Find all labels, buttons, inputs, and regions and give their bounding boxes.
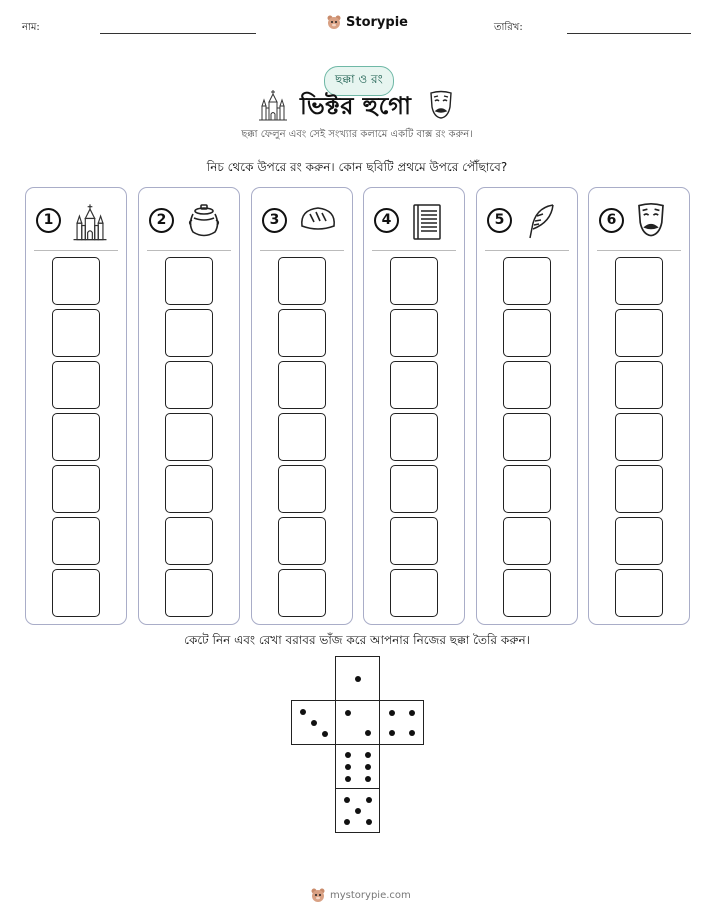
bread-icon	[298, 202, 338, 242]
color-box[interactable]	[165, 257, 213, 305]
dice-pip	[389, 730, 395, 736]
color-box[interactable]	[503, 465, 551, 513]
column-number: 2	[149, 208, 174, 233]
dice-pip	[300, 709, 306, 715]
color-box[interactable]	[165, 361, 213, 409]
column-divider	[372, 250, 456, 251]
color-box[interactable]	[503, 361, 551, 409]
dice-pip	[344, 797, 350, 803]
color-box[interactable]	[390, 517, 438, 565]
color-box[interactable]	[503, 517, 551, 565]
dice-face	[291, 700, 336, 745]
column-number: 5	[487, 208, 512, 233]
color-box[interactable]	[165, 309, 213, 357]
dice-face	[335, 744, 380, 789]
column-header	[252, 202, 352, 244]
column-header	[477, 202, 577, 244]
dice-pip	[409, 730, 415, 736]
name-label: নাম:	[22, 22, 40, 33]
color-box[interactable]	[503, 257, 551, 305]
dice-pip	[322, 731, 328, 737]
footer	[310, 887, 411, 903]
color-box[interactable]	[278, 517, 326, 565]
dice-pip	[389, 710, 395, 716]
color-box[interactable]	[503, 569, 551, 617]
color-box[interactable]	[52, 517, 100, 565]
footer-url[interactable]: mystorypie.com	[330, 889, 411, 901]
color-box[interactable]	[390, 309, 438, 357]
dice-pip	[345, 752, 351, 758]
dice-pip	[345, 710, 351, 716]
book-icon	[410, 202, 450, 242]
color-box[interactable]	[615, 413, 663, 461]
dice-pip	[365, 764, 371, 770]
color-box[interactable]	[615, 309, 663, 357]
date-field-line[interactable]	[567, 33, 691, 34]
page-title: ভিক্টর হুগো	[300, 92, 412, 120]
color-box[interactable]	[52, 361, 100, 409]
color-box[interactable]	[615, 517, 663, 565]
color-box[interactable]	[503, 309, 551, 357]
color-box[interactable]	[278, 413, 326, 461]
dice-pip	[311, 720, 317, 726]
race-column	[588, 187, 690, 625]
theater-mask-icon	[428, 90, 454, 120]
column-header	[139, 202, 239, 244]
name-field-line[interactable]	[100, 33, 256, 34]
brand-name: Storypie	[346, 14, 408, 30]
dice-pip	[365, 730, 371, 736]
color-box[interactable]	[390, 361, 438, 409]
column-header	[26, 202, 126, 244]
color-box[interactable]	[390, 465, 438, 513]
column-divider	[485, 250, 569, 251]
color-box[interactable]	[52, 465, 100, 513]
activity-badge: ছক্কা ও রং	[324, 66, 394, 96]
color-box[interactable]	[390, 413, 438, 461]
color-box[interactable]	[52, 569, 100, 617]
color-box[interactable]	[165, 465, 213, 513]
color-box[interactable]	[615, 361, 663, 409]
date-label: তারিখ:	[494, 22, 523, 33]
quill-icon	[523, 202, 563, 242]
column-number: 6	[599, 208, 624, 233]
instruction: নিচ থেকে উপরে রং করুন। কোন ছবিটি প্রথমে উপরে পৌঁছাবে?	[206, 160, 508, 174]
column-number: 3	[262, 208, 287, 233]
church-icon	[258, 88, 288, 122]
dice-pip	[365, 752, 371, 758]
race-column	[138, 187, 240, 625]
dice-face	[379, 700, 424, 745]
dice-pip	[355, 808, 361, 814]
color-box[interactable]	[390, 257, 438, 305]
race-column	[363, 187, 465, 625]
bear-icon	[310, 887, 326, 903]
pot-icon	[185, 202, 225, 242]
dice-pip	[345, 764, 351, 770]
column-number: 1	[36, 208, 61, 233]
dice-pip	[355, 676, 361, 682]
column-number: 4	[374, 208, 399, 233]
color-box[interactable]	[278, 257, 326, 305]
color-box[interactable]	[503, 413, 551, 461]
race-column	[476, 187, 578, 625]
column-divider	[597, 250, 681, 251]
dice-face	[335, 656, 380, 701]
column-header	[364, 202, 464, 244]
color-box[interactable]	[278, 465, 326, 513]
color-box[interactable]	[278, 309, 326, 357]
column-header	[589, 202, 689, 244]
column-divider	[147, 250, 231, 251]
dice-face	[335, 788, 380, 833]
column-divider	[260, 250, 344, 251]
color-box[interactable]	[52, 309, 100, 357]
dice-pip	[366, 819, 372, 825]
race-column	[25, 187, 127, 625]
dice-face	[335, 700, 380, 745]
church-icon	[72, 202, 112, 242]
bear-icon	[326, 14, 342, 30]
dice-pip	[366, 797, 372, 803]
color-box[interactable]	[52, 257, 100, 305]
color-box[interactable]	[615, 465, 663, 513]
theater-mask-icon	[635, 202, 675, 242]
subtitle: ছক্কা ফেলুন এবং সেই সংখ্যার কলামে একটি বাক্স রং করুন।	[241, 129, 473, 140]
dice-pip	[345, 776, 351, 782]
color-box[interactable]	[165, 413, 213, 461]
dice-pip	[409, 710, 415, 716]
color-box[interactable]	[165, 569, 213, 617]
color-box[interactable]	[278, 361, 326, 409]
dice-pip	[344, 819, 350, 825]
color-box[interactable]	[52, 413, 100, 461]
color-box[interactable]	[278, 569, 326, 617]
race-column	[251, 187, 353, 625]
cut-instruction: কেটে নিন এবং রেখা বরাবর ভাঁজ করে আপনার নিজের ছক্কা তৈরি করুন।	[184, 633, 530, 647]
color-box[interactable]	[390, 569, 438, 617]
brand-logo	[326, 14, 408, 30]
color-box[interactable]	[615, 569, 663, 617]
column-divider	[34, 250, 118, 251]
dice-pip	[365, 776, 371, 782]
color-box[interactable]	[165, 517, 213, 565]
color-box[interactable]	[615, 257, 663, 305]
